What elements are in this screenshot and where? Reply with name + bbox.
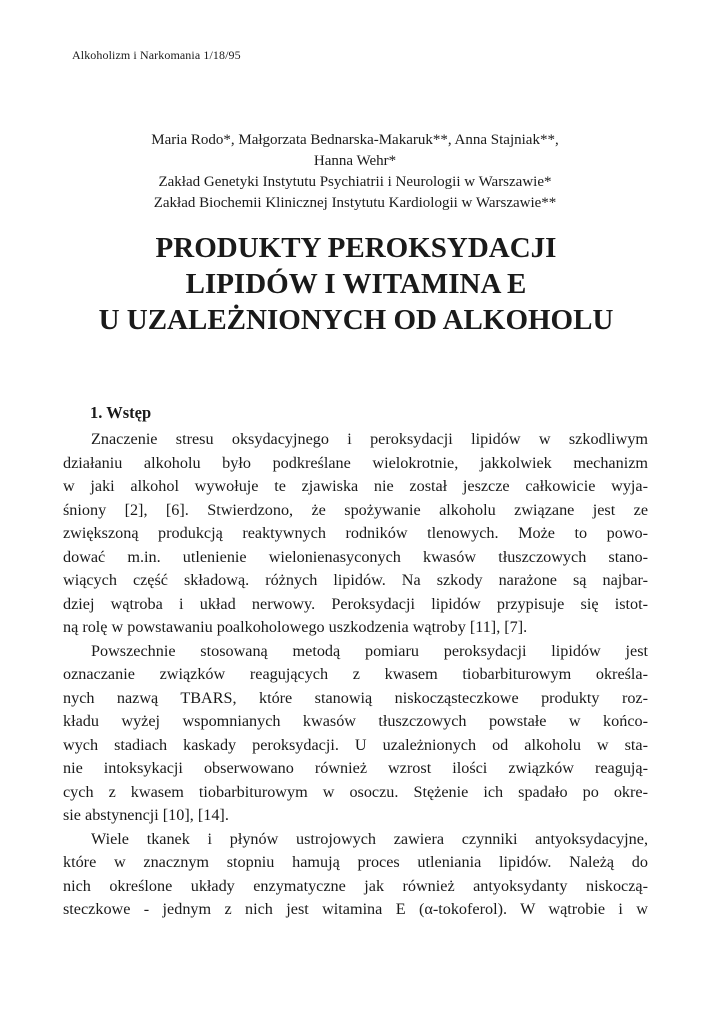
body-line: kładu wyżej wspomnianych kwasów tłuszczowych powstałe w końco- xyxy=(63,712,648,730)
affiliation-line: Zakład Genetyki Instytutu Psychiatrii i Neurologii w Warszawie* xyxy=(158,174,552,190)
body-line: nych nazwą TBARS, które stanowią niskocząsteczkowe produkty roz- xyxy=(63,688,648,707)
body-line: dziej wątroba i układ nerwowy. Peroksydacji lipidów przypisuje się istot- xyxy=(63,594,648,613)
body-line: oznaczanie związków reagujących z kwasem tiobarbiturowym określa- xyxy=(63,665,648,683)
title-line: U UZALEŻNIONYCH OD ALKOHOLU xyxy=(98,304,614,336)
body-line: w jaki alkohol wywołuje te zjawiska nie został jeszcze całkowicie wyja- xyxy=(63,477,648,495)
body-line: Powszechnie stosowaną metodą pomiaru peroksydacji lipidów jest xyxy=(91,641,648,660)
title-line: LIPIDÓW I WITAMINA E xyxy=(185,268,527,300)
body-line: wiących część składową. różnych lipidów. Na szkody narażone są najbar- xyxy=(63,571,648,589)
body-line: zwiększoną produkcją reaktywnych rodników tlenowych. Może to powo- xyxy=(63,524,648,542)
body-line: dować m.in. utlenienie wielonienasyconych kwasów tłuszczowych stano- xyxy=(63,547,648,566)
section-heading: 1. Wstęp xyxy=(90,403,152,422)
body-line: nich określone układy enzymatyczne jak również antyoksydanty niskoczą- xyxy=(63,876,648,895)
affiliation-line: Zakład Biochemii Klinicznej Instytutu Kardiologii w Warszawie** xyxy=(153,195,557,211)
body-line: ną rolę w powstawaniu poalkoholowego uszkodzenia wątroby [11], [7]. xyxy=(63,618,528,636)
title-line: PRODUKTY PEROKSYDACJI xyxy=(155,232,557,264)
body-line: wych stadiach kaskady peroksydacji. U uzależnionych od alkoholu w sta- xyxy=(63,735,648,754)
article-title xyxy=(40,230,672,338)
body-line: cych z kwasem tiobarbiturowym w osoczu. Stężenie ich spadało po okre- xyxy=(63,782,648,801)
author-affiliation-block xyxy=(60,130,650,214)
body-line: steczkowe - jednym z nich jest witamina E (α-tokoferol). W wątrobie i w xyxy=(63,900,648,918)
body-line: działaniu alkoholu było podkreślane wielokrotnie, jakkolwiek mechanizm xyxy=(63,453,648,472)
body-line: Wiele tkanek i płynów ustrojowych zawiera czynniki antyoksydacyjne, xyxy=(91,829,648,848)
author-line: Maria Rodo*, Małgorzata Bednarska-Makaruk**, Anna Stajniak**, xyxy=(151,132,559,148)
body-line: śniony [2], [6]. Stwierdzono, że spożywanie alkoholu związane jest ze xyxy=(63,500,648,519)
body-line: sie abstynencji [10], [14]. xyxy=(63,806,229,824)
body-text xyxy=(63,428,648,922)
body-line: Znaczenie stresu oksydacyjnego i peroksydacji lipidów w szkodliwym xyxy=(91,430,648,448)
author-line: Hanna Wehr* xyxy=(313,153,397,169)
body-line: nie intoksykacji obserwowano również wzrost ilości związków reagują- xyxy=(63,759,648,777)
body-line: które w znacznym stopniu hamują proces utleniania lipidów. Należą do xyxy=(63,853,648,871)
running-head: Alkoholizm i Narkomania 1/18/95 xyxy=(72,48,241,62)
